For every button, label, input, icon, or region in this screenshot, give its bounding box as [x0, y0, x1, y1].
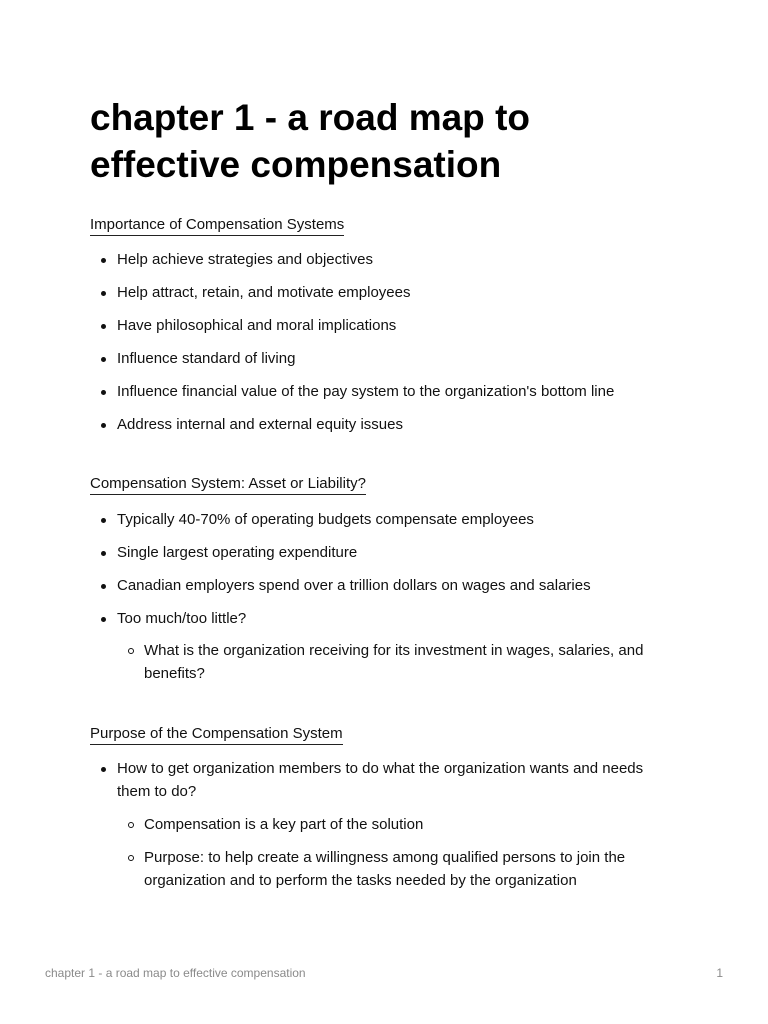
bullet-icon — [101, 767, 106, 772]
list-item: Influence standard of living — [90, 347, 680, 370]
list-item: Address internal and external equity issues — [90, 413, 680, 436]
bullet-list — [90, 757, 680, 892]
list-item: Help attract, retain, and motivate employees — [90, 281, 680, 304]
footer-title: chapter 1 - a road map to effective compensation — [45, 966, 306, 980]
list-item: Have philosophical and moral implications — [90, 314, 680, 337]
sub-list-item: Purpose: to help create a willingness among qualified persons to join the organization and to perform the tasks needed by the organization — [90, 846, 680, 892]
bullet-icon — [101, 390, 106, 395]
list-item: How to get organization members to do what the organization wants and needs them to do? — [90, 757, 680, 803]
list-item: Too much/too little? — [90, 607, 680, 630]
bullet-list — [90, 508, 680, 685]
bullet-icon — [101, 584, 106, 589]
sub-list-item: Compensation is a key part of the solution — [90, 813, 680, 836]
bullet-icon — [101, 357, 106, 362]
bullet-icon — [101, 423, 106, 428]
section-purpose — [90, 725, 680, 892]
section-heading: Compensation System: Asset or Liability? — [90, 475, 366, 495]
list-item: Influence financial value of the pay system to the organization's bottom line — [90, 380, 680, 403]
list-item: Help achieve strategies and objectives — [90, 248, 680, 271]
bullet-icon — [101, 291, 106, 296]
bullet-icon — [101, 617, 106, 622]
bullet-list — [90, 248, 680, 436]
bullet-icon — [101, 258, 106, 263]
list-item: Typically 40-70% of operating budgets compensate employees — [90, 508, 680, 531]
bullet-icon — [101, 324, 106, 329]
section-heading: Purpose of the Compensation System — [90, 725, 343, 745]
sub-list-item: What is the organization receiving for its investment in wages, salaries, and benefits? — [90, 639, 680, 685]
bullet-icon — [101, 551, 106, 556]
list-item: Single largest operating expenditure — [90, 541, 680, 564]
circle-bullet-icon — [128, 822, 134, 828]
circle-bullet-icon — [128, 855, 134, 861]
section-heading: Importance of Compensation Systems — [90, 216, 344, 236]
page-number: 1 — [716, 966, 723, 980]
bullet-icon — [101, 518, 106, 523]
circle-bullet-icon — [128, 648, 134, 654]
list-item: Canadian employers spend over a trillion dollars on wages and salaries — [90, 574, 680, 597]
section-asset-liability — [90, 475, 680, 685]
section-importance — [90, 216, 680, 436]
page-title: chapter 1 - a road map to effective compensation — [90, 97, 530, 185]
